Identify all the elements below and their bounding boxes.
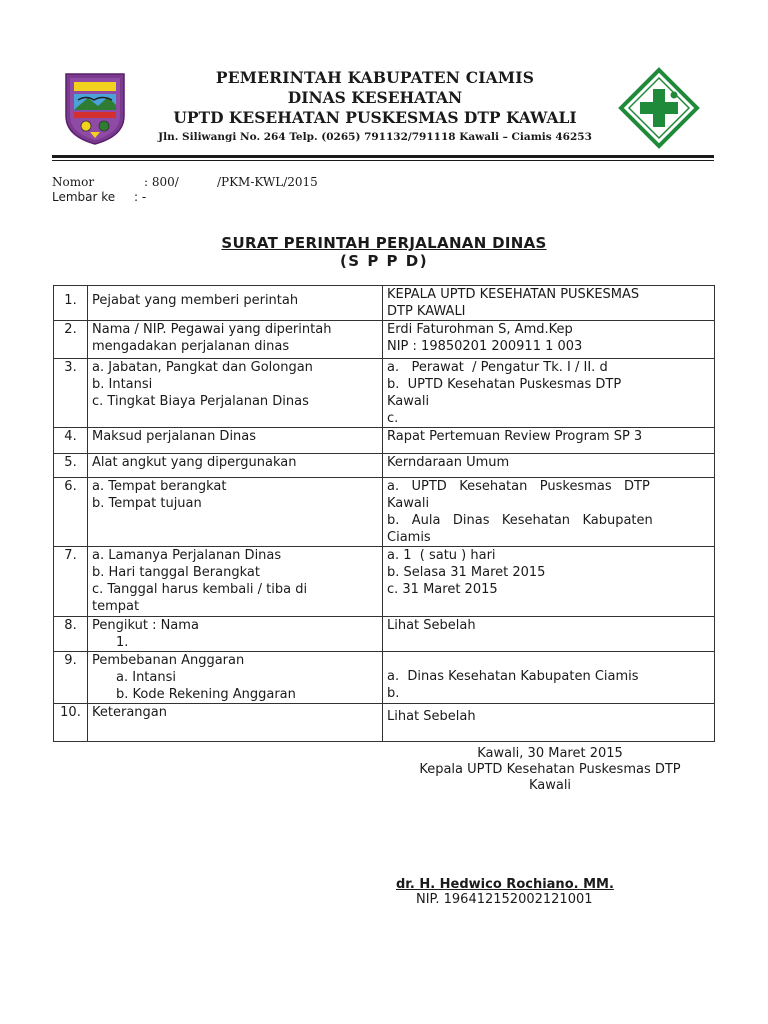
row-value-line: a. Perawat / Pengatur Tk. I / II. d bbox=[387, 360, 608, 375]
table-row bbox=[54, 359, 715, 428]
row-label bbox=[88, 359, 383, 428]
row-label bbox=[88, 547, 383, 617]
row-label-line: a. Jabatan, Pangkat dan Golongan bbox=[92, 360, 313, 375]
row-value bbox=[383, 454, 715, 478]
letterhead-government: PEMERINTAH KABUPATEN CIAMIS bbox=[215, 68, 535, 87]
lembar-line bbox=[52, 190, 146, 205]
row-label bbox=[88, 617, 383, 652]
lembar-label: Lembar ke bbox=[52, 190, 116, 204]
row-label-line: a. Intansi bbox=[116, 670, 176, 685]
row-label bbox=[88, 652, 383, 704]
ciamis-regency-emblem-icon bbox=[64, 70, 126, 146]
row-label-line: b. Kode Rekening Anggaran bbox=[116, 687, 296, 702]
letterhead-address: Jln. Siliwangi No. 264 Telp. (0265) 791132/791118 Kawali – Ciamis 46253 bbox=[158, 131, 592, 143]
row-value-line: KEPALA UPTD KESEHATAN PUSKESMAS bbox=[387, 287, 640, 302]
row-value-line: b. Selasa 31 Maret 2015 bbox=[387, 565, 546, 580]
lembar-value: : - bbox=[134, 190, 147, 204]
row-number: 9. bbox=[54, 652, 88, 704]
row-value bbox=[383, 321, 715, 359]
row-value bbox=[383, 704, 715, 742]
table-row bbox=[54, 454, 715, 478]
signature-position-line2: Kawali bbox=[528, 778, 572, 793]
table-row bbox=[54, 617, 715, 652]
row-value bbox=[383, 359, 715, 428]
row-label-line: Keterangan bbox=[92, 705, 167, 720]
row-label-line: c. Tanggal harus kembali / tiba di bbox=[92, 582, 308, 597]
table-row bbox=[54, 321, 715, 359]
table-row bbox=[54, 478, 715, 547]
row-value-line: Kawali bbox=[387, 496, 430, 511]
row-label bbox=[88, 478, 383, 547]
table-row bbox=[54, 286, 715, 321]
row-label bbox=[88, 321, 383, 359]
row-value bbox=[383, 547, 715, 617]
row-value bbox=[383, 478, 715, 547]
table-row bbox=[54, 652, 715, 704]
row-value bbox=[383, 428, 715, 454]
row-value-line: b. bbox=[387, 686, 400, 701]
puskesmas-green-cross-icon bbox=[618, 67, 700, 149]
row-value bbox=[383, 617, 715, 652]
row-label-line: Pengikut : Nama bbox=[92, 618, 199, 633]
signature-position-line1: Kepala UPTD Kesehatan Puskesmas DTP bbox=[419, 762, 681, 777]
document-subtitle: (S P P D) bbox=[339, 252, 429, 270]
row-label-line: Pembebanan Anggaran bbox=[92, 653, 245, 668]
row-label-line: b. Intansi bbox=[92, 377, 153, 392]
row-number: 5. bbox=[54, 454, 88, 478]
signature-name: dr. H. Hedwico Rochiano. MM. bbox=[396, 877, 614, 892]
row-value-line: Erdi Faturohman S, Amd.Kep bbox=[387, 322, 573, 337]
table-row bbox=[54, 428, 715, 454]
row-value-line: a. UPTD Kesehatan Puskesmas DTP bbox=[387, 479, 650, 494]
row-label bbox=[88, 704, 383, 742]
document-title: SURAT PERINTAH PERJALANAN DINAS bbox=[221, 234, 547, 252]
row-value-line: Ciamis bbox=[387, 530, 431, 545]
row-number: 6. bbox=[54, 478, 88, 547]
row-value-line: b. Aula Dinas Kesehatan Kabupaten bbox=[387, 513, 653, 528]
row-value-line: DTP KAWALI bbox=[387, 304, 466, 319]
row-number: 2. bbox=[54, 321, 88, 359]
row-label bbox=[88, 286, 383, 321]
nomor-line bbox=[52, 175, 318, 190]
row-label-line: mengadakan perjalanan dinas bbox=[92, 339, 290, 354]
nomor-value: : 800/ /PKM-KWL/2015 bbox=[144, 175, 318, 189]
row-value-line: c. 31 Maret 2015 bbox=[387, 582, 498, 597]
row-value-line: b. UPTD Kesehatan Puskesmas DTP bbox=[387, 377, 622, 392]
row-number: 3. bbox=[54, 359, 88, 428]
row-label-line: b. Hari tanggal Berangkat bbox=[92, 565, 260, 580]
row-value-line: Rapat Pertemuan Review Program SP 3 bbox=[387, 429, 643, 444]
letterhead-rule-thick bbox=[52, 155, 714, 158]
row-label-line: Pejabat yang memberi perintah bbox=[92, 293, 299, 308]
table-row bbox=[54, 547, 715, 617]
row-label-line: 1. bbox=[116, 635, 129, 650]
row-number: 7. bbox=[54, 547, 88, 617]
row-label-line: b. Tempat tujuan bbox=[92, 496, 202, 511]
sppd-table bbox=[53, 285, 715, 742]
row-value bbox=[383, 652, 715, 704]
row-value-line: a. Dinas Kesehatan Kabupaten Ciamis bbox=[387, 669, 639, 684]
row-value-line: c. bbox=[387, 411, 399, 426]
row-label bbox=[88, 428, 383, 454]
letterhead-rule-thin bbox=[52, 160, 714, 161]
letterhead bbox=[140, 68, 610, 145]
row-number: 8. bbox=[54, 617, 88, 652]
row-value-line: NIP : 19850201 200911 1 003 bbox=[387, 339, 583, 354]
row-label-line: Nama / NIP. Pegawai yang diperintah bbox=[92, 322, 332, 337]
row-number: 1. bbox=[54, 286, 88, 321]
row-label-line: tempat bbox=[92, 599, 140, 614]
row-label-line: Alat angkut yang dipergunakan bbox=[92, 455, 297, 470]
row-value-line: Kerndaraan Umum bbox=[387, 455, 510, 470]
signature-nip: NIP. 196412152002121001 bbox=[416, 892, 593, 907]
nomor-label: Nomor bbox=[52, 175, 95, 189]
signature-place-date: Kawali, 30 Maret 2015 bbox=[477, 746, 623, 761]
table-row bbox=[54, 704, 715, 742]
row-value-line: a. 1 ( satu ) hari bbox=[387, 548, 496, 563]
row-label-line: Maksud perjalanan Dinas bbox=[92, 429, 257, 444]
row-number: 10. bbox=[54, 704, 88, 742]
row-value-line: Kawali bbox=[387, 394, 430, 409]
letterhead-unit: UPTD KESEHATAN PUSKESMAS DTP KAWALI bbox=[173, 108, 577, 127]
row-label-line: a. Lamanya Perjalanan Dinas bbox=[92, 548, 282, 563]
row-value-line: Lihat Sebelah bbox=[387, 709, 476, 724]
row-value bbox=[383, 286, 715, 321]
row-label-line: a. Tempat berangkat bbox=[92, 479, 227, 494]
row-label-line: c. Tingkat Biaya Perjalanan Dinas bbox=[92, 394, 309, 409]
letterhead-department: DINAS KESEHATAN bbox=[287, 88, 463, 107]
row-value-line: Lihat Sebelah bbox=[387, 618, 476, 633]
row-label bbox=[88, 454, 383, 478]
row-number: 4. bbox=[54, 428, 88, 454]
